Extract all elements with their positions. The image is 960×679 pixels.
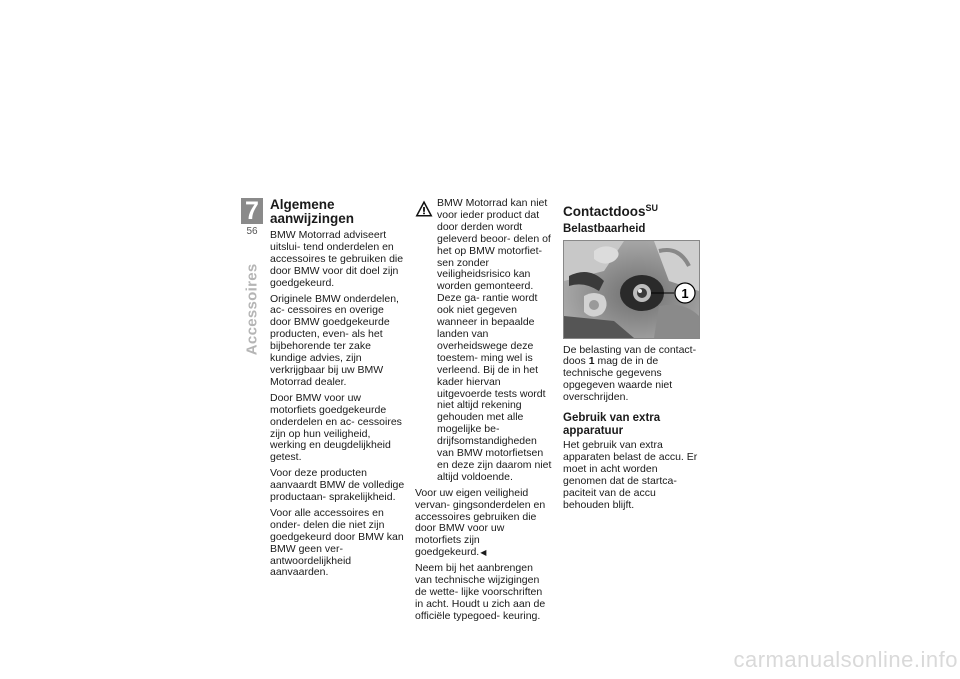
end-marker-icon: ◀ bbox=[480, 548, 487, 558]
column-warning bbox=[415, 198, 552, 627]
heading-general: Algemene aanwijzingen bbox=[270, 197, 355, 226]
column-socket bbox=[563, 198, 700, 515]
warning-triangle-icon bbox=[415, 200, 433, 217]
chapter-number: 7 bbox=[241, 198, 263, 224]
chapter-title: Accessoires bbox=[243, 263, 261, 356]
chapter-side-tab bbox=[232, 255, 272, 355]
warning-text: BMW Motorrad kan niet voor ieder product dat door derden wordt geleverd beoor- delen of het op BMW motorfiet- sen zonder veiligheidsrisico kan worden gemonteerd. Deze ga- rantie wordt ook niet gegeven wanneer in bepaalde landen van overheidswege deze toestem- ming wel is verleend. Bij de in het kader hiervan uitgevoerde tests wordt niet altijd rekening gehouden met alle mogelijke be- drijfsomstandigheden van BMW motorfietsen en deze zijn daarom niet altijd voldoende. bbox=[437, 197, 552, 483]
paragraph: Neem bij het aanbrengen van technische wijzigingen de wette- lijke voorschriften in acht. Houdt u zich aan de officiële typegoed- keuring. bbox=[415, 562, 546, 622]
paragraph: De belasting van de contact- doos 1 mag de in de technische gegevens opgegeven waarde niet overschrijden. bbox=[563, 343, 697, 404]
paragraph: Voor uw eigen veiligheid vervan- gingsonderdelen en accessoires gebruiken die door BMW voor uw motorfiets zijn goedgekeurd.◀ bbox=[415, 486, 546, 559]
paragraph: Voor deze producten aanvaardt BMW de volledige productaan- sprakelijkheid. bbox=[270, 467, 405, 504]
page-number: 56 bbox=[246, 226, 258, 237]
column-general bbox=[270, 198, 407, 583]
paragraph: BMW Motorrad adviseert uitslui- tend onderdelen en accessoires te gebruiken die door BMW voor dit doel zijn goedgekeurd. bbox=[270, 229, 404, 289]
watermark: carmanualsonline.info bbox=[733, 647, 958, 672]
option-superscript: SU bbox=[645, 203, 659, 213]
paragraph: Het gebruik van extra apparaten belast de accu. Er moet in acht worden genomen dat de startca- paciteit van de accu behouden blijft. bbox=[563, 439, 698, 511]
warning-block bbox=[415, 198, 552, 484]
paragraph: Originele BMW onderdelen, ac- cessoires en overige door BMW goedgekeurde producten, even- als het bijbehorende ter zake kundige advies, zijn verkrijgbaar bij uw BMW Motorrad dealer. bbox=[270, 292, 399, 388]
subheading-load: Belastbaarheid bbox=[563, 223, 646, 235]
subheading-extra-equipment: Gebruik van extra apparatuur bbox=[563, 412, 661, 437]
photo-callout-number: 1 bbox=[681, 285, 689, 301]
paragraph: Voor alle accessoires en onder- delen die niet zijn goedgekeurd door BMW kan BMW geen ver- antwoordelijkheid aanvaarden. bbox=[270, 506, 404, 579]
paragraph: Door BMW voor uw motorfiets goedgekeurde onderdelen en ac- cessoires zijn op hun veiligheid, werking en deugdelijkheid getest. bbox=[270, 391, 402, 464]
socket-photo bbox=[563, 240, 700, 339]
heading-socket: Contactdoos$^{SU}$ bbox=[563, 203, 659, 219]
socket-photo-illustration bbox=[564, 241, 699, 338]
